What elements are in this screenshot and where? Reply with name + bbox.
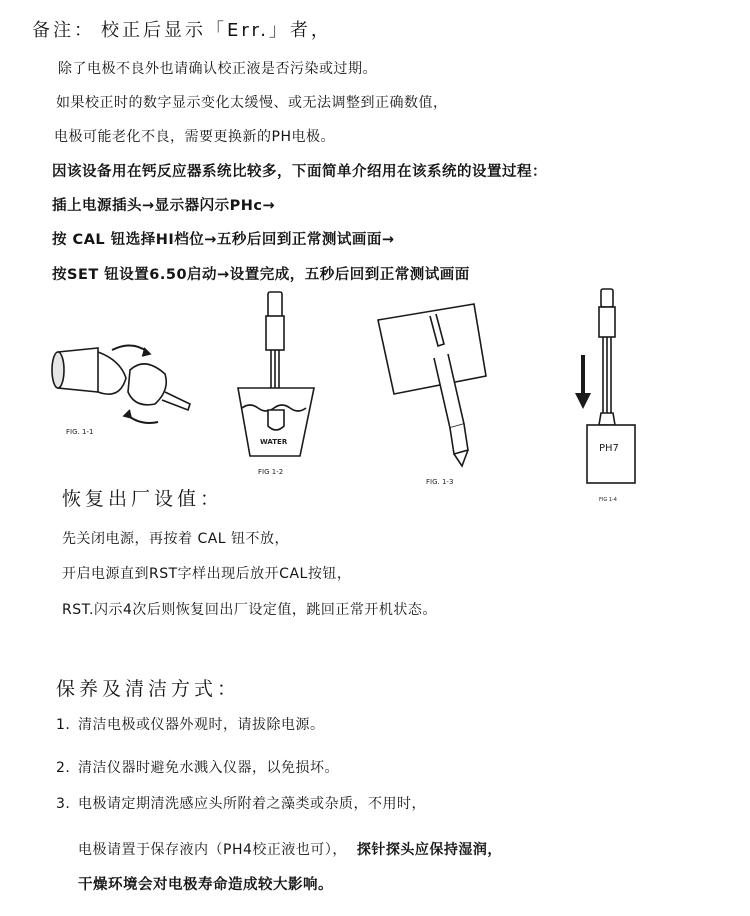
care-item-3-continued <box>78 843 502 857</box>
note-line-3: 电极可能老化不良，需要更换新的PH电极。 <box>54 129 335 145</box>
setup-step-2: 按 CAL 钮选择HI档位→五秒后回到正常测试画面→ <box>52 232 395 248</box>
fig-1-2-water-label: WATER <box>260 438 288 446</box>
setup-intro: 因该设备用在钙反应器系统比较多，下面简单介绍用在该系统的设置过程： <box>52 164 547 180</box>
figure-1-3 <box>370 300 510 490</box>
figure-1-1 <box>40 330 210 450</box>
fig-1-2-caption: FIG 1-2 <box>258 468 284 476</box>
reset-heading: 恢复出厂设值： <box>62 488 224 510</box>
reset-line-2: 开启电源直到RST字样出现后放开CAL按钮， <box>62 566 352 582</box>
care-item-3-bold-text: 探针探头应保持湿润， <box>356 842 502 858</box>
care-item-3-cont-text: 电极请置于保存液内（PH4校正液也可）， <box>78 842 347 858</box>
fig-1-4-caption: FIG 1-4 <box>599 497 617 503</box>
fig-1-4-ph7-label: PH7 <box>599 443 619 454</box>
setup-step-1: 插上电源插头→显示器闪示PHc→ <box>52 198 276 214</box>
note-line-2: 如果校正时的数字显示变化太缓慢、或无法调整到正确数值， <box>56 95 448 111</box>
care-item-2 <box>56 761 339 775</box>
care-item-1 <box>56 718 325 732</box>
care-item-3-number: 3. <box>56 796 71 812</box>
care-item-2-number: 2. <box>56 760 71 776</box>
down-arrow-icon <box>575 393 591 409</box>
fig-1-3-caption: FIG. 1-3 <box>426 478 454 486</box>
fig-1-1-caption: FIG. 1-1 <box>66 428 94 436</box>
care-item-2-text: 清洁仪器时避免水溅入仪器，以免损坏。 <box>78 760 339 776</box>
setup-step-3: 按SET 钮设置6.50启动→设置完成，五秒后回到正常测试画面 <box>52 267 470 283</box>
note-err-line: 校正后显示「Err.」者， <box>101 20 332 41</box>
care-item-3-text: 电极请定期清洗感应头所附着之藻类或杂质，不用时， <box>78 796 426 812</box>
figure-1-2 <box>228 288 328 478</box>
care-item-3-warning: 干燥环境会对电极寿命造成较大影响。 <box>78 877 333 893</box>
care-item-3 <box>56 797 426 811</box>
figure-1-4 <box>565 285 655 510</box>
reset-line-1: 先关闭电源，再按着 CAL 钮不放， <box>62 531 290 547</box>
note-line-1: 除了电极不良外也请确认校正液是否污染或过期。 <box>58 61 377 77</box>
care-item-1-number: 1. <box>56 717 71 733</box>
note-label: 备注： <box>32 20 95 41</box>
reset-line-3: RST.闪示4次后则恢复回出厂设定值，跳回正常开机状态。 <box>62 602 437 618</box>
note-heading <box>32 22 332 40</box>
care-heading: 保养及清洁方式： <box>56 678 241 700</box>
care-item-1-text: 清洁电极或仪器外观时，请拔除电源。 <box>78 717 325 733</box>
